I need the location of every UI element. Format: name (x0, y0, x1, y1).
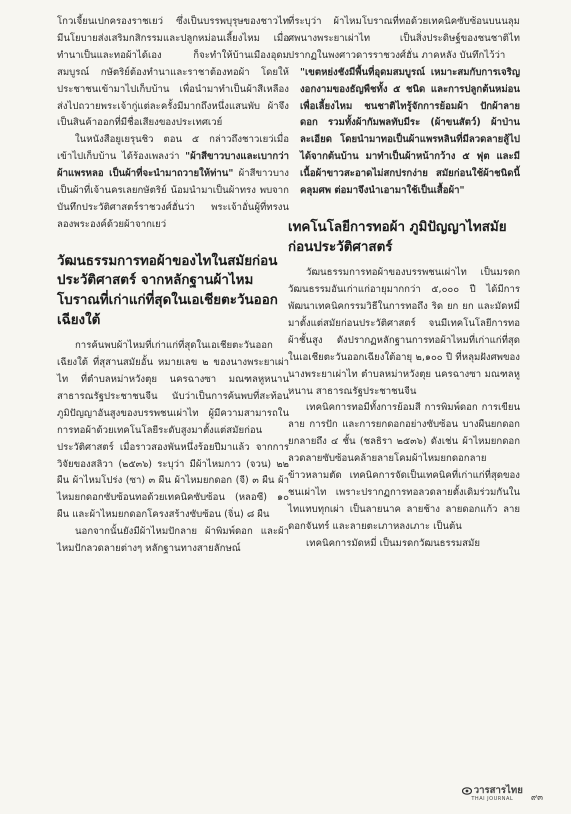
journal-logo-subtext: THAI JOURNAL (471, 796, 514, 802)
page-number: ๙๓ (530, 793, 543, 803)
journal-logo-text: วารสารไทย (473, 785, 523, 796)
paragraph: เทคนิคการมัดหมี่ เป็นมรดกวัฒนธรรมสมัย (306, 537, 480, 549)
page-footer (462, 786, 543, 804)
block-quote: "เขตหย่งชังมีพื้นที่อุดมสมบูรณ์ เหมาะสมกับการเจริญงอกงามของธัญพืชทั้ง ๕ ชนิด และการปลูกต้นหม่อนเพื่อเลี้ยงไหม ชนชาติไทรู้จักการย้อมผ้า ปักผ้าลายดอก รวมทั้งผ้ากัมพลทับมีระ (ผ้าขนสัตว์) ผ้าป่านละเอียด โดยนำมาทอเป็นผ้าแพรหลินที่มีลวดลายสู้ไปได้จากต้นบ้าน มาทำเป็นผ้าหน้ากว้าง ๕ ฟุต และมีเนื้อผ้าขาวสะอาดไม่สกปรกง่าย สมัยก่อนใช้ผ้าชนิดนี้คลุมศพ ต่อมาจึงนำเอามาใช้เป็นเสื้อผ้า" (300, 66, 520, 197)
logo-mark-icon (462, 787, 472, 795)
folk-song-quote: "ผ้าสีขาวบางและเบากว่าผ้าแพรหลอ เป็นผ้าที่จะนำมาถวายให้ท่าน" (57, 151, 289, 180)
paragraph: เทคนิคการทอมีทั้งการย้อมสี การพิมพ์ดอก การเขียนลาย การปัก และการยกดอกอย่างซับซ้อน บางผืนยกดอกยกลายถึง ๔ ชั้น (ชลธิรา ๒๕๓๖) ดังเช่น ผ้าไหมยกดอกลวดลายซับซ้อนคล้ายลายโคมผ้าไหมยกดอกลายข้าวหลามตัด เทคนิคการจัดเป็นเทคนิคที่เก่าแก่ที่สุดของชนเผ่าไท เพราะปรากฏการทอลวดลายตั้งเดิมร่วมกันในไทแทบทุกเผ่า เป็นลายนาค ลายช้าง ลายดอกแก้ว ลายดอกจันทร์ และลายตะเภาหลงเภาะ เป็นต้น (288, 402, 520, 532)
left-column (57, 14, 289, 558)
section-heading: เทคโนโลยีการทอผ้า ภูมิปัญญาไทสมัยก่อนประวัติศาสตร์ (288, 219, 507, 255)
paragraph-text: ผ้าสีขาวบางเป็นผ้าที่เจ้านครเลยกษัตริย์ น้อมนำมาเป็นผ้าทรง พบจากบันทึกประวัติศาสตร์ราชวงศ์ฮั่นว่า พระเจ้าอั่นผู้ที่ทรงนลองพระองค์ด้วยผ้าจากเยว่ (57, 168, 289, 230)
paragraph: วัฒนธรรมการทอผ้าของบรรพชนเผ่าไท เป็นมรดกวัฒนธรรมอันเก่าแก่อายุมากกว่า ๕,๐๐๐ ปี ได้มีการพัฒนาเทคนิคกรรมวิธีในการทอถึง ริด ยก ยก และมัดหมี่ มาตั้งแต่สมัยก่อนประวัติศาสตร์ จนมีเทคโนโลยีการทอผ้าชั้นสูง ดังปรากฏหลักฐานการทอผ้าไหมที่เก่าแก่ที่สุดในเอเชียตะวันออกเฉียงใต้อายุ ๒,๑๐๐ ปี ที่หลุมฝังศพของนางพระยาเผ่าไท ตำบลหม่าหวังตุย นครฉางซา มณฑลหูหนาน สาธารณรัฐประชาชนจีน (288, 267, 520, 397)
paragraph: โกวเจี้ยนเปกครองราชเยว่ ซึ่งเป็นบรรพบุรุษของชาวไท มีนโยบายส่งเสริมกสิกรรมและปลูกหม่อนเลี้ยงไหม เมื่อทำนาเป็นและทอผ้าได้เอง ก็จะทำให้บ้านเมืองอุดมสมบูรณ์ กษัตริย์ต้องทำนาและราชาต้องทอผ้า โดยให้ประชาชนเข้ามาไปเก็บบ้าน เพื่อนำมาทำเป็นผ้าสีเหลือง ส่งไปถวายพระเจ้ากู่แต่ละครั้งมีมากถึงหนึ่งแสนพับ ผ้าจึงเป็นสินค้าออกที่มีชื่อเสียงของประเทศเวย์ (57, 16, 289, 129)
journal-logo (462, 786, 523, 804)
paragraph: การค้นพบผ้าไหมที่เก่าแก่ที่สุดในเอเชียตะวันออกเฉียงใต้ ที่สุสานสมัยอั้น หมายเลข ๒ ของนางพระยาเผ่าไท ที่ตำบลหม่าหวังตุย นครฉางซา มณฑลหูหนาน สาธารณรัฐประชาชนจีน นับว่าเป็นการค้นพบที่สะท้อนภูมิปัญญาอันสูงของบรรพชนเผ่าไท ผู้มีความสามารถในการทอผ้าด้วยเทคโนโลยีระดับสูงมาตั้งแต่สมัยก่อนประวัติศาสตร์ เมื่อราวสองพันหนึ่งร้อยปีมาแล้ว จากการวิจัยของสลิวา (๒๕๓๖) ระบุว่า มีผ้าไหมกาว (จวน) ๒๒ ผืน ผ้าไหมโปร่ง (ซา) ๓ ผืน ผ้าไหมยกดอก (จี) ๓ ผืน ผ้าไหมยกดอกซับซ้อนทอด้วยเทคนิคซับซ้อน (หลอซี) ๑๐ ผืน และผ้าไหมยกดอกโครงสร้างซับซ้อน (จิ่น) ๘ ผืน (57, 340, 289, 521)
section-heading: วัฒนธรรมการทอผ้าของไทในสมัยก่อนประวัติศาสตร์ จากหลักฐานผ้าไหมโบราณที่เก่าแก่ที่สุดในเอเชียตะวันออกเฉียงใต้ (57, 253, 278, 328)
paragraph (57, 132, 289, 233)
right-column (288, 14, 520, 553)
paragraph: ที่ระบุว่า ผ้าไหมโบราณที่ทอด้วยเทคนิคซับซ้อนบนนลุมศพนางพระยาเผ่าไท เป็นสิ่งประดิษฐ์ของชนชาติไท ปรากฏในพงศาวดารราชวงศ์ฮั่น ภาคหลัง บันทึกไว้ว่า (288, 16, 520, 61)
paragraph: นอกจากนั้นยังมีผ้าไหมปักลาย ผ้าพิมพ์ดอก และผ้าไหมปักลวดลายต่างๆ หลักฐานทางสายลักษณ์ (57, 526, 289, 555)
paragraph-text: ในหนังสือยูเยรุนชิว ตอน ๕ กล่าวถึงชาวเยว่เมื่อเข้าไปเก็บบ้าน ได้ร้องเพลงว่า (57, 134, 289, 163)
